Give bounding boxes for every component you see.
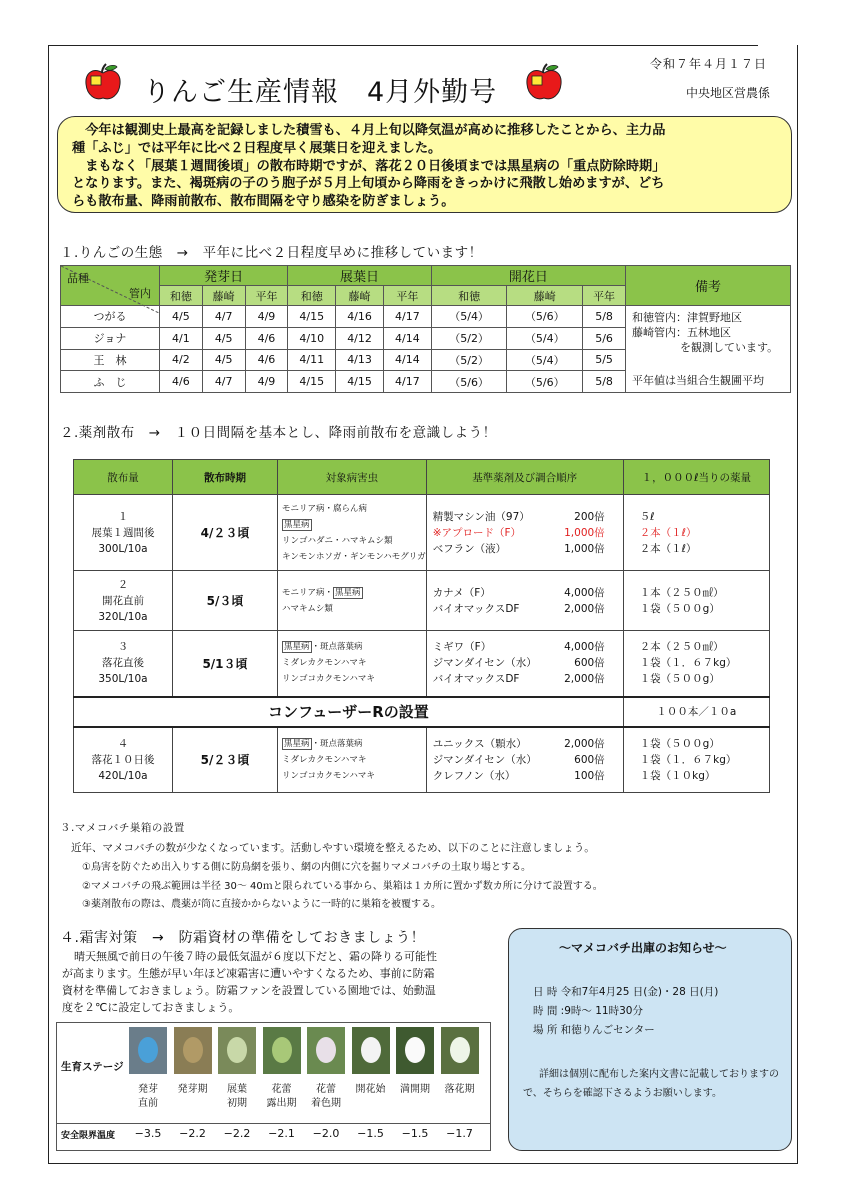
spray-stage-line: ３ [117, 641, 129, 654]
notice-time: 時 間 :9時～ 11時30分 [533, 1005, 643, 1017]
amount-line: １袋（５００g） [639, 673, 720, 686]
divider [57, 1123, 490, 1124]
section-2-heading: ２.薬剤散布 → １０日間隔を基本とし、降雨前散布を意識しよう！ [60, 425, 497, 441]
pest-name: リンゴコカクモンハマキ [282, 674, 375, 685]
chemical-line [433, 639, 623, 655]
spray-time: 5/1３頃 [173, 631, 278, 697]
date-cell: （5/6） [507, 306, 583, 328]
chemical-name: カナメ（F） [432, 586, 491, 599]
corner-top: 品種 [67, 272, 89, 285]
chemical-rate: 4,000倍 [564, 641, 605, 654]
pest-name: キンモンホソガ [282, 551, 342, 562]
page-title: りんご生産情報 4月外勤号 [143, 77, 498, 108]
pest-line [282, 671, 426, 687]
amount-line: １袋（５００g） [639, 737, 720, 750]
col-header: 基準薬剤及び調合順序 [426, 460, 623, 495]
stage-label-line: 直前 [138, 1098, 158, 1109]
variety-cell: ジョナ [61, 327, 160, 349]
sec3-line: ③薬剤散布の際は、農薬が筒に直接かからないように一時的に巣箱を被覆する。 [82, 899, 441, 910]
chemical-name: ジマンダイセン（水） [432, 753, 537, 766]
date-cell: 4/5 [202, 327, 245, 349]
chemical-line [433, 752, 623, 768]
date-cell: 4/7 [202, 306, 245, 328]
col-header: １，０００ℓ当りの薬量 [623, 460, 769, 495]
date-cell: 4/9 [245, 306, 288, 328]
table-row [61, 306, 791, 328]
stage-label-line: 初期 [227, 1098, 247, 1109]
spray-table [73, 459, 770, 793]
stage-bud [272, 1037, 292, 1063]
section-4-heading: ４.霜害対策 → 防霜資材の準備をしておきましょう！ [60, 930, 426, 946]
spray-stage-line: ４ [117, 737, 129, 750]
chemical-name: バイオマックスDF [432, 673, 520, 686]
amount-cell [623, 727, 769, 793]
date-cell: （5/6） [507, 371, 583, 393]
amount-line: ２本（１ℓ） [639, 542, 697, 555]
spray-stage-line: 320L/10a [98, 610, 148, 623]
stage-label-line: 発芽期 [177, 1084, 208, 1095]
notice-detail: で、そちらを確認下さるようお願いします。 [523, 1088, 722, 1099]
pest-name: リンゴハダニ [282, 535, 334, 546]
group-header: 備考 [626, 266, 791, 306]
date-cell: 4/15 [336, 371, 384, 393]
stage-row-label: 生育ステージ [61, 1061, 124, 1073]
chemical-line [433, 736, 623, 752]
chemical-rate: 200倍 [574, 510, 605, 523]
date-cell: 4/14 [383, 327, 431, 349]
stage-label-line: 展葉 [227, 1084, 247, 1095]
variety-cell: 王 林 [61, 349, 160, 371]
stage-label-line: 開花始 [355, 1084, 386, 1095]
date-cell: 4/6 [245, 327, 288, 349]
pest-name: 黒星病 [284, 738, 310, 749]
stage-temp: −2.2 [179, 1127, 206, 1140]
chemical-rate: 2,000倍 [564, 673, 605, 686]
group-header: 開花日 [431, 266, 625, 286]
intro-line: らも散布量、降雨前散布、散布間隔を守り感染を防ぎましょう。 [72, 194, 455, 210]
date-cell: 4/17 [383, 371, 431, 393]
amount-line: １袋（１．６７kg） [639, 657, 737, 670]
date-cell: 5/5 [583, 349, 626, 371]
chemical-line [433, 768, 623, 784]
chemical-cell [426, 495, 623, 571]
pest-line: モニリア病・腐らん病 [282, 503, 368, 514]
pest-line [282, 655, 426, 671]
chemical-line [433, 585, 623, 601]
confuser-row [74, 697, 770, 727]
chemical-rate: 600倍 [574, 753, 605, 766]
chemical-rate: 4,000倍 [564, 586, 605, 599]
stage-label-line: 花蕾 [271, 1084, 292, 1095]
stage-label [263, 1083, 301, 1111]
spray-stage-line: ２ [117, 578, 129, 591]
corner-bottom: 管内 [129, 287, 151, 300]
chemical-rate: 600倍 [574, 657, 605, 670]
spray-stage-line: 420L/10a [98, 769, 148, 782]
amount-line: ５ℓ [639, 510, 655, 523]
remark-line: 平年値は当組合生観圃平均 [632, 374, 764, 387]
pest-line: 黒星病 ・斑点落葉病 [284, 642, 363, 653]
amount-line: ２本（１ℓ） [639, 526, 697, 539]
issue-date: 令和７年４月１７日 [650, 57, 768, 71]
date-cell: （5/4） [431, 306, 507, 328]
spray-stage-line: １ [117, 510, 129, 523]
sec4-line: 晴天無風で前日の午後７時の最低気温が６度以下だと、霜の降りる可能性 [74, 950, 437, 963]
chemical-line [433, 541, 623, 557]
stage-label-line: 落花期 [444, 1084, 475, 1095]
amount-cell [623, 495, 769, 571]
date-cell: 5/8 [583, 306, 626, 328]
intro-line: 種「ふじ」では平年に比べ２日程度早く展葉日を迎えました。 [72, 140, 442, 156]
stage-temp: −2.2 [223, 1127, 251, 1140]
spray-time: 4/２３頃 [173, 495, 278, 571]
spray-stage-line: 落花直後 [102, 657, 144, 670]
stage-label [396, 1083, 434, 1097]
variety-cell: つがる [61, 306, 160, 328]
pest-line [282, 768, 426, 784]
stage-label [174, 1083, 212, 1097]
spray-row [74, 571, 770, 631]
spray-stage-line: 展葉１週間後 [91, 526, 155, 539]
date-cell: 4/13 [336, 349, 384, 371]
amount-cell [623, 631, 769, 697]
stage-temp: −1.5 [401, 1127, 429, 1140]
stage-photo [263, 1027, 301, 1074]
pest-name: モニリア病 [282, 503, 325, 514]
stage-label [129, 1083, 167, 1111]
date-cell: 4/7 [202, 371, 245, 393]
date-cell: （5/4） [507, 327, 583, 349]
notice-date: 日 時 令和7年4月25 日(金)・28 日(月) [533, 986, 719, 998]
date-cell: （5/2） [431, 349, 507, 371]
date-cell: 4/15 [288, 371, 336, 393]
date-cell: 4/14 [383, 349, 431, 371]
corner-cell [61, 266, 160, 306]
pest-name: 斑点落葉病 [320, 738, 363, 749]
chemical-rate: 2,000倍 [564, 602, 605, 615]
amount-line: １袋（１０kg） [639, 769, 716, 782]
date-cell: 4/2 [160, 349, 203, 371]
date-cell: 4/5 [202, 349, 245, 371]
pest-cell [278, 631, 427, 697]
notice-place: 場 所 和徳りんごセンター [533, 1024, 655, 1036]
date-cell: 4/12 [336, 327, 384, 349]
chemical-rate: 1,000倍 [564, 526, 605, 539]
stage-bud [405, 1037, 425, 1063]
amount-line: １本（２５０㎖） [639, 586, 724, 599]
sec3-line: ②マメコバチの飛ぶ範囲は半径 30～ 40ｍと限られている事から、巣箱は１カ所に置かず数カ所に分けて設置する。 [82, 881, 603, 892]
intro-line: となります。また、褐斑病の子のう胞子が５月上旬頃から降雨をきっかけに飛散し始めますが、どち [72, 176, 665, 192]
sub-header: 和徳 [288, 286, 336, 306]
sec4-line: 資材を準備しておきましょう。防霜ファンを設置している園地では、始動温 [62, 984, 436, 997]
date-cell: 5/6 [583, 327, 626, 349]
stage-bud [450, 1037, 470, 1063]
variety-cell: ふ じ [61, 371, 160, 393]
stage-label [352, 1083, 390, 1097]
date-cell: 4/11 [288, 349, 336, 371]
chemical-line [433, 671, 623, 687]
amount-line: １袋（１．６７kg） [639, 753, 737, 766]
stage-label [307, 1083, 345, 1111]
pest-line: リンゴハダニ・ハマキムシ類 [282, 535, 393, 546]
col-header: 散布量 [74, 460, 173, 495]
stage-bud [138, 1037, 158, 1063]
stage-label-line: 花蕾 [316, 1084, 336, 1095]
chemical-name: クレフノン（水） [432, 769, 516, 782]
col-header: 対象病害虫 [278, 460, 427, 495]
pest-name: 腐らん病 [333, 503, 368, 514]
chemical-line [433, 525, 623, 541]
remark-line: 藤崎管内：五林地区 [632, 326, 731, 339]
pest-cell [278, 727, 427, 793]
pest-line: 黒星病 ・斑点落葉病 [284, 738, 363, 749]
stage-photo [218, 1027, 256, 1074]
spray-stage-line: 開花直前 [102, 594, 144, 607]
pest-cell [278, 495, 427, 571]
stage-label-line: 着色期 [311, 1098, 341, 1109]
stage-label-line: 発芽 [138, 1084, 158, 1095]
pest-name: 黒星病 [284, 642, 310, 653]
spray-time: 5/２３頃 [173, 727, 278, 793]
stage-bud [316, 1037, 336, 1063]
pest-line [282, 752, 426, 768]
date-cell: （5/2） [431, 327, 507, 349]
stage-photo [352, 1027, 390, 1074]
stage-label-line: 満開期 [400, 1084, 430, 1095]
chemical-rate: 2,000倍 [564, 737, 605, 750]
stage-temp: −3.5 [134, 1127, 162, 1140]
chemical-line [433, 601, 623, 617]
chemical-name: ベフラン（液） [432, 542, 507, 555]
stage-temp: −1.5 [357, 1127, 384, 1140]
stage-photo [441, 1027, 479, 1074]
sub-header: 平年 [583, 286, 626, 306]
date-cell: 4/6 [160, 371, 203, 393]
date-cell: 4/5 [160, 306, 203, 328]
pest-name: リンゴコカクモンハマキ [282, 770, 375, 781]
spray-stage-line: 350L/10a [98, 673, 148, 686]
department: 中央地区営農係 [686, 86, 771, 100]
pest-name: ハマキムシ類 [282, 603, 333, 614]
stage-temp: −1.7 [446, 1127, 473, 1140]
sub-header: 藤崎 [507, 286, 583, 306]
pest-name: 黒星病 [284, 519, 310, 530]
spray-stage-cell [74, 495, 173, 571]
chemical-rate: 1,000倍 [564, 542, 605, 555]
group-header: 展葉日 [288, 266, 431, 286]
section-3-heading: ３.マメコバチ巣箱の設置 [60, 822, 185, 834]
spray-row [74, 631, 770, 697]
stage-label [218, 1083, 256, 1111]
intro-line: まもなく「展葉１週間後頃」の散布時期ですが、落花２０日後頃までは黒星病の「重点防除時期」 [85, 158, 666, 174]
chemical-cell [426, 631, 623, 697]
stage-label-line: 露出期 [266, 1098, 297, 1109]
sec3-line: ①鳥害を防ぐため出入りする側に防鳥網を張り、網の内側に穴を掘りマメコバチの土取り場とする。 [82, 862, 531, 873]
spray-stage-cell [74, 727, 173, 793]
section-1-heading: １.りんごの生態 → 平年に比べ２日程度早めに推移しています！ [60, 245, 483, 261]
date-cell: 4/15 [288, 306, 336, 328]
spray-stage-line: 300L/10a [98, 542, 148, 555]
date-cell: 4/6 [245, 349, 288, 371]
stage-photo [129, 1027, 167, 1074]
pest-name: モニリア病 [282, 587, 325, 598]
date-cell: 4/10 [288, 327, 336, 349]
spray-row [74, 495, 770, 571]
chemical-name: バイオマックスDF [432, 602, 520, 615]
frost-stage-figure [56, 1022, 491, 1151]
amount-line: ２本（２５０㎖） [639, 641, 724, 654]
remarks-cell [626, 306, 791, 393]
pest-name: ギンモンハモグリガ [349, 551, 426, 562]
pest-line [282, 601, 426, 617]
spray-stage-cell [74, 631, 173, 697]
pest-line: モニリア病・ 黒星病 [282, 587, 361, 598]
confuser-label: コンフューザーRの設置 [74, 697, 624, 727]
stage-temp: −2.1 [268, 1127, 295, 1140]
sub-header: 藤崎 [336, 286, 384, 306]
chemical-name: ジマンダイセン（水） [432, 657, 537, 670]
chemical-rate: 100倍 [574, 769, 605, 782]
stage-photo [174, 1027, 212, 1074]
chemical-name: ※アプロード（F） [432, 526, 522, 539]
stage-bud [183, 1037, 203, 1063]
chemical-name: ミギワ（F） [432, 641, 492, 654]
pest-cell [278, 571, 427, 631]
amount-line: １袋（５００g） [639, 602, 720, 615]
spray-stage-cell [74, 571, 173, 631]
notice-box [508, 928, 792, 1151]
date-cell: 4/16 [336, 306, 384, 328]
sub-header: 藤崎 [202, 286, 245, 306]
stage-bud [227, 1037, 247, 1063]
chemical-name: 精製マシン油（97） [432, 510, 530, 523]
pest-line [282, 517, 426, 533]
group-header: 発芽日 [160, 266, 288, 286]
intro-box [57, 116, 792, 213]
notice-title: ～マメコバチ出庫のお知らせ～ [559, 941, 727, 955]
notice-detail: 詳細は個別に配布した案内文書に記載しておりますの [539, 1069, 779, 1080]
chemical-cell [426, 571, 623, 631]
stage-photo [396, 1027, 434, 1074]
chemical-name: ユニックス（顆水） [432, 737, 527, 750]
amount-cell [623, 571, 769, 631]
date-cell: 4/9 [245, 371, 288, 393]
stage-label [441, 1083, 479, 1097]
date-cell: 5/8 [583, 371, 626, 393]
pest-name: 斑点落葉病 [320, 642, 363, 653]
date-cell: （5/4） [507, 349, 583, 371]
date-cell: （5/6） [431, 371, 507, 393]
stage-temp: −2.0 [312, 1127, 340, 1140]
spray-row [74, 727, 770, 793]
sub-header: 和徳 [160, 286, 203, 306]
pest-name: ミダレカクモンハマキ [282, 658, 367, 669]
remark-line: を観測しています。 [680, 341, 779, 354]
spray-stage-line: 落花１０日後 [91, 753, 155, 766]
sec4-line: 度を２℃に設定しておきましょう。 [62, 1001, 240, 1014]
date-cell: 4/1 [160, 327, 203, 349]
phenology-table [60, 265, 791, 393]
chemical-line [433, 509, 623, 525]
col-header: 散布時期 [173, 460, 278, 495]
pest-line: キンモンホソガ・ギンモンハモグリガ [282, 551, 426, 562]
sec4-line: が高まります。生態が早い年ほど凍霜害に遭いやすくなるため、事前に防霜 [62, 967, 435, 980]
pest-name: 黒星病 [335, 587, 361, 598]
apple-icon [83, 63, 123, 103]
pest-name: ハマキムシ類 [341, 535, 393, 546]
stage-photo [307, 1027, 345, 1074]
apple-icon [524, 63, 564, 103]
confuser-amount: １００本／１０a [623, 697, 769, 727]
sub-header: 平年 [245, 286, 288, 306]
stage-bud [361, 1037, 381, 1063]
chemical-cell [426, 727, 623, 793]
threshold-label: 安全限界温度 [61, 1131, 116, 1141]
pest-name: ミダレカクモンハマキ [282, 754, 367, 765]
date-cell: 4/17 [383, 306, 431, 328]
sec3-line: 近年、マメコバチの数が少なくなっています。活動しやすい環境を整えるため、以下のことに注意しましょう。 [71, 842, 595, 854]
spray-time: 5/３頃 [173, 571, 278, 631]
chemical-line [433, 655, 623, 671]
sub-header: 平年 [383, 286, 431, 306]
intro-line: 今年は観測史上最高を記録しました積雪も、４月上旬以降気温が高めに推移したことから、主力品 [85, 123, 666, 138]
remark-line: 和徳管内：津賀野地区 [632, 311, 742, 324]
sub-header: 和徳 [431, 286, 507, 306]
